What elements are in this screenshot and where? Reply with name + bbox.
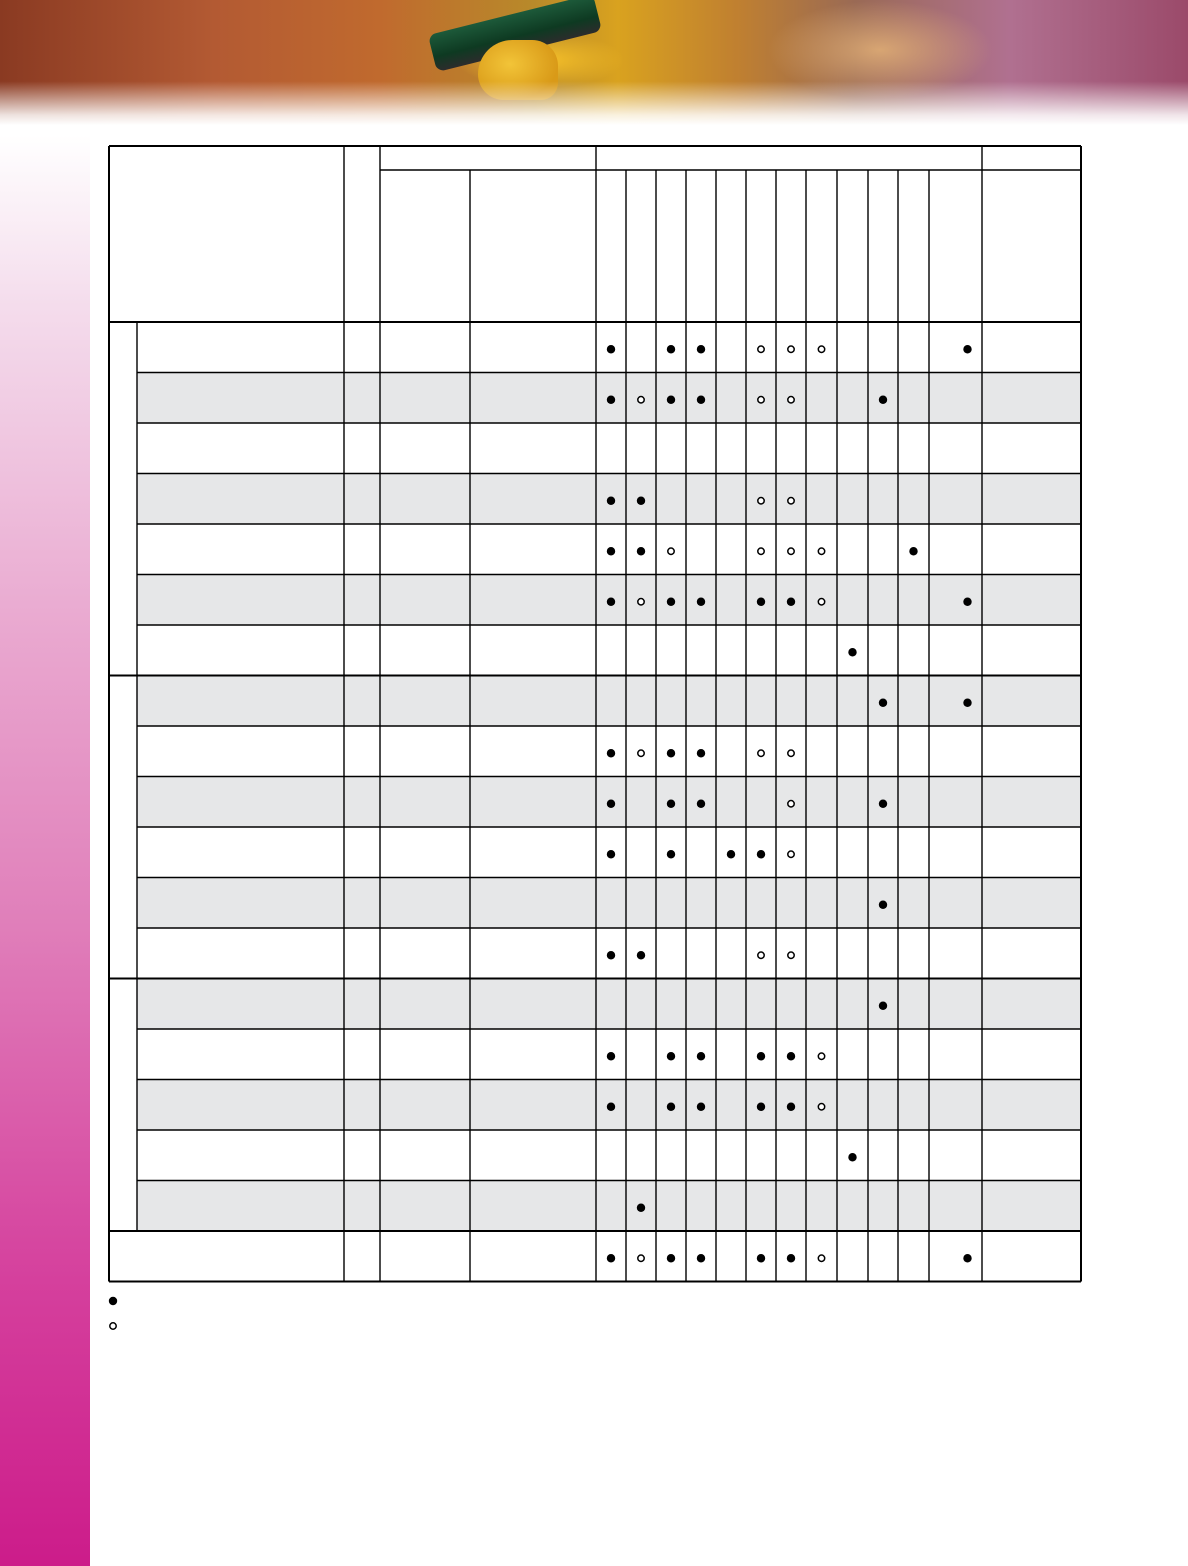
open-circle-icon: [638, 397, 644, 403]
filled-circle-icon: [879, 901, 887, 909]
open-circle-icon: [788, 952, 794, 958]
filled-circle-icon: [637, 1204, 645, 1212]
open-circle-icon: [638, 599, 644, 605]
filled-circle-icon: [963, 598, 971, 606]
open-circle-icon: [788, 498, 794, 504]
open-circle-icon: [788, 750, 794, 756]
filled-circle-icon: [963, 699, 971, 707]
open-circle-icon: [818, 599, 824, 605]
row-band: [137, 676, 1081, 727]
filled-circle-icon: [637, 497, 645, 505]
filled-circle-icon: [757, 850, 765, 858]
filled-circle-icon: [697, 1103, 705, 1111]
filled-circle-icon: [757, 1254, 765, 1262]
open-circle-icon: [788, 851, 794, 857]
row-band: [137, 979, 1081, 1030]
filled-circle-icon: [667, 1103, 675, 1111]
filled-circle-icon: [963, 345, 971, 353]
filled-circle-icon: [787, 1052, 795, 1060]
filled-circle-icon: [879, 699, 887, 707]
filled-circle-icon: [607, 951, 615, 959]
filled-circle-icon: [667, 850, 675, 858]
filled-circle-icon: [667, 396, 675, 404]
open-circle-icon: [818, 346, 824, 352]
filled-circle-icon: [667, 345, 675, 353]
open-circle-icon: [818, 1255, 824, 1261]
filled-circle-icon: [607, 598, 615, 606]
filled-circle-icon: [607, 1052, 615, 1060]
filled-circle-icon: [607, 1103, 615, 1111]
filled-circle-icon: [637, 547, 645, 555]
legend: [109, 1297, 117, 1329]
filled-circle-icon: [757, 1103, 765, 1111]
filled-circle-icon: [848, 648, 856, 656]
filled-circle-icon: [607, 547, 615, 555]
row-band: [137, 878, 1081, 929]
open-circle-icon: [818, 548, 824, 554]
filled-circle-icon: [757, 598, 765, 606]
filled-circle-icon: [697, 1254, 705, 1262]
open-circle-icon: [758, 397, 764, 403]
open-circle-icon: [758, 498, 764, 504]
filled-circle-icon: [607, 749, 615, 757]
open-circle-icon: [638, 750, 644, 756]
filled-circle-icon: [637, 951, 645, 959]
filled-circle-icon: [909, 547, 917, 555]
filled-circle-icon: [667, 1052, 675, 1060]
open-circle-icon: [788, 397, 794, 403]
filled-circle-icon: [607, 800, 615, 808]
open-circle-icon: [788, 346, 794, 352]
filled-circle-icon: [697, 396, 705, 404]
filled-circle-icon: [697, 1052, 705, 1060]
filled-circle-icon: [697, 598, 705, 606]
filled-circle-icon: [787, 598, 795, 606]
filled-circle-icon: [607, 1254, 615, 1262]
filled-circle-icon: [667, 1254, 675, 1262]
filled-circle-icon: [879, 1002, 887, 1010]
filled-circle-icon: [879, 800, 887, 808]
open-circle-icon: [818, 1053, 824, 1059]
filled-circle-icon: [607, 396, 615, 404]
open-circle-icon: [818, 1104, 824, 1110]
filled-circle-icon: [667, 749, 675, 757]
open-circle-icon: [758, 548, 764, 554]
open-circle-icon: [788, 801, 794, 807]
filled-circle-icon: [879, 396, 887, 404]
filled-circle-icon: [697, 800, 705, 808]
filled-circle-icon: [607, 345, 615, 353]
open-circle-icon: [638, 1255, 644, 1261]
filled-circle-icon: [667, 800, 675, 808]
filled-circle-icon: [667, 598, 675, 606]
open-circle-icon: [758, 750, 764, 756]
filled-circle-icon: [787, 1254, 795, 1262]
filled-circle-icon: [963, 1254, 971, 1262]
row-band: [137, 1181, 1081, 1232]
open-circle-icon: [668, 548, 674, 554]
filled-circle-icon: [607, 497, 615, 505]
open-circle-icon: [788, 548, 794, 554]
filled-circle-icon: [727, 850, 735, 858]
filled-circle-icon: [697, 749, 705, 757]
filled-circle-icon: [787, 1103, 795, 1111]
open-circle-icon: [758, 346, 764, 352]
filled-circle-icon: [607, 850, 615, 858]
legend-open-circle-icon: [110, 1323, 116, 1329]
open-circle-icon: [758, 952, 764, 958]
legend-filled-circle-icon: [109, 1297, 117, 1305]
filled-circle-icon: [848, 1153, 856, 1161]
filled-circle-icon: [757, 1052, 765, 1060]
filled-circle-icon: [697, 345, 705, 353]
